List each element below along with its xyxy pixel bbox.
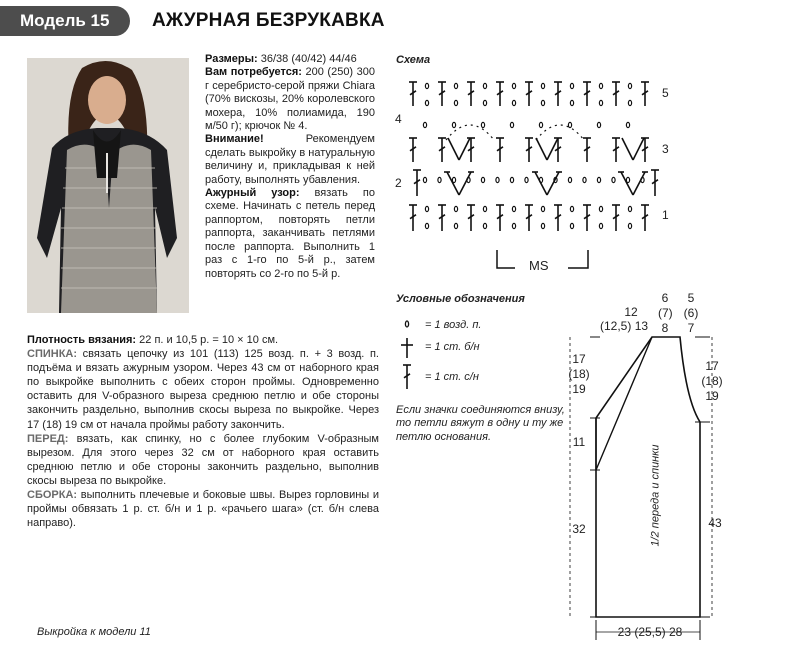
row4-chain bbox=[597, 122, 600, 127]
row2-chain bbox=[612, 177, 615, 182]
row5-chain bbox=[454, 100, 457, 105]
pattern-caption: Выкройка к модели 11 bbox=[37, 626, 151, 638]
row-label-4: 4 bbox=[395, 112, 402, 126]
back-label: СПИНКА: bbox=[27, 348, 78, 361]
row5-chain bbox=[541, 83, 544, 88]
row5-dc-stitch bbox=[554, 82, 562, 106]
back-value: связать цепочку из 101 (113) 125 возд. п. + 3 возд. п. подъёма и вязать ажурным узором. Через 43 см от наборного края по выкройке выполнить с обеих сторон проймы. Одновременно оставить для V-образного выреза среднюю петлю и обе стороны закончить раздельно, выполнив скосы выреза по выкройке. Через 17 (18) 19 см от начала проймы работу закончить. bbox=[27, 348, 379, 431]
row1-dc-stitch bbox=[438, 205, 446, 231]
front-neckline bbox=[596, 337, 652, 470]
pattern-piece-label: 1/2 переда и спинки bbox=[649, 444, 662, 547]
row4-chain bbox=[481, 122, 484, 127]
row2-dc-stitch bbox=[651, 170, 659, 196]
row5-chain bbox=[425, 83, 428, 88]
row4-chain bbox=[539, 122, 542, 127]
pattern-value: вязать по схеме. Начинать с петель перед раппортом, повторять петли раппорта, заканчивать петлями после раппорта. Выполнить 1 раз с 1-го по 5-й р., затем повторять со 2-го по 5-й р. bbox=[205, 187, 376, 280]
row3-dc-stitch bbox=[496, 138, 504, 162]
row5-dc-stitch bbox=[438, 82, 446, 106]
neck-depth-b: 5 (6) 7 bbox=[683, 291, 699, 335]
row1-dc-stitch bbox=[525, 205, 533, 231]
assembly-value: выполнить плечевые и боковые швы. Вырез горловины и проймы обвязать 1 р. ст. б/н и 1 р. «рачьего шага» (ст. б/н слева направо). bbox=[27, 489, 379, 530]
row1-chain bbox=[599, 223, 602, 228]
yarn-label: Вам потребуется: bbox=[205, 66, 302, 79]
row2-cluster-stitch bbox=[633, 172, 645, 195]
neck-depth-a: 6 (7) 8 bbox=[658, 291, 673, 335]
model-label: Модель 15 bbox=[20, 11, 110, 30]
row2-dc-stitch bbox=[413, 170, 421, 196]
row5-chain bbox=[454, 83, 457, 88]
row5-chain bbox=[483, 83, 486, 88]
row1-dc-stitch bbox=[612, 205, 620, 231]
front-label: ПЕРЕД: bbox=[27, 432, 69, 445]
row2-chain bbox=[626, 177, 629, 182]
row3-dc-stitch bbox=[554, 138, 562, 162]
row1-chain bbox=[483, 223, 486, 228]
row2-cluster-stitch bbox=[621, 172, 633, 195]
scheme-title: Схема bbox=[396, 54, 431, 66]
row-label-5: 5 bbox=[662, 86, 669, 100]
row2-cluster-stitch bbox=[547, 172, 559, 195]
row-label-2: 2 bbox=[395, 176, 402, 190]
row3-fan-stitch bbox=[622, 138, 633, 160]
row1-chain bbox=[628, 206, 631, 211]
row1-chain bbox=[570, 223, 573, 228]
row2-chain bbox=[438, 177, 441, 182]
row5-chain bbox=[483, 100, 486, 105]
legend-dc-symbol bbox=[403, 365, 411, 389]
row5-dc-stitch bbox=[496, 82, 504, 106]
row2-cluster-stitch bbox=[459, 172, 471, 195]
bottom-width: 23 (25,5) 28 bbox=[617, 625, 683, 639]
row1-chain bbox=[599, 206, 602, 211]
row1-chain bbox=[512, 223, 515, 228]
row2-chain bbox=[510, 177, 513, 182]
row1-chain bbox=[425, 223, 428, 228]
legend-note: Если значки соединяются внизу, то петли вяжут в одну и ту же петлю основания. bbox=[396, 404, 565, 443]
row4-chain bbox=[452, 122, 455, 127]
sizes-label: Размеры: bbox=[205, 53, 258, 65]
row2-cluster-stitch bbox=[535, 172, 547, 195]
legend-sc-text: = 1 ст. б/н bbox=[425, 341, 480, 353]
row1-chain bbox=[570, 206, 573, 211]
legend-dc-text: = 1 ст. с/н bbox=[425, 371, 479, 383]
row5-chain bbox=[599, 83, 602, 88]
row5-chain bbox=[425, 100, 428, 105]
row-label-3: 3 bbox=[662, 142, 669, 156]
row3-dc-stitch bbox=[409, 138, 417, 162]
row1-dc-stitch bbox=[409, 205, 417, 231]
row5-chain bbox=[570, 83, 573, 88]
row3-fan-stitch bbox=[633, 138, 644, 160]
repeat-bracket bbox=[568, 250, 588, 268]
row1-chain bbox=[628, 223, 631, 228]
row5-chain bbox=[599, 100, 602, 105]
row5-chain bbox=[541, 100, 544, 105]
row3-fan-stitch bbox=[448, 138, 459, 160]
row1-chain bbox=[454, 206, 457, 211]
row2-chain bbox=[423, 177, 426, 182]
attention-value: Рекомендуем сделать выкройку в натуральную величину и, прикладывая к ней работу, выполнять убавления. bbox=[205, 133, 375, 186]
row2-chain bbox=[525, 177, 528, 182]
row2-chain bbox=[481, 177, 484, 182]
row2-chain bbox=[583, 177, 586, 182]
row3-dc-stitch bbox=[612, 138, 620, 162]
legend-chain-text: = 1 возд. п. bbox=[425, 319, 482, 331]
row1-chain bbox=[512, 206, 515, 211]
row5-dc-stitch bbox=[525, 82, 533, 106]
row1-dc-stitch bbox=[496, 205, 504, 231]
row2-chain bbox=[568, 177, 571, 182]
left-armhole-height: 17 (18) 19 bbox=[568, 352, 590, 396]
body-length-left: 32 bbox=[572, 522, 586, 536]
row5-chain bbox=[512, 83, 515, 88]
row3-dc-stitch bbox=[525, 138, 533, 162]
row1-chain bbox=[541, 206, 544, 211]
row4-chain bbox=[423, 122, 426, 127]
row1-chain bbox=[541, 223, 544, 228]
row5-dc-stitch bbox=[641, 82, 649, 106]
row3-dc-stitch bbox=[438, 138, 446, 162]
row5-dc-stitch bbox=[467, 82, 475, 106]
row1-chain bbox=[454, 223, 457, 228]
repeat-bracket bbox=[497, 250, 515, 268]
right-armhole-height: 17 (18) 19 bbox=[701, 359, 723, 403]
row-label-1: 1 bbox=[662, 208, 669, 222]
repeat-label: MS bbox=[529, 258, 549, 273]
neck-height: 11 bbox=[572, 435, 586, 449]
row5-chain bbox=[570, 100, 573, 105]
page-title: АЖУРНАЯ БЕЗРУКАВКА bbox=[152, 10, 385, 31]
legend-chain-symbol bbox=[405, 321, 408, 327]
row5-dc-stitch bbox=[409, 82, 417, 106]
row1-dc-stitch bbox=[583, 205, 591, 231]
row5-dc-stitch bbox=[583, 82, 591, 106]
shoulder-width: 12 (12,5) 13 bbox=[600, 305, 649, 333]
pattern-label: Ажурный узор: bbox=[205, 187, 300, 200]
row1-dc-stitch bbox=[554, 205, 562, 231]
density-value: 22 п. и 10,5 р. = 10 × 10 см. bbox=[139, 334, 279, 346]
row1-chain bbox=[483, 206, 486, 211]
front-value: вязать, как спинку, но с более глубоким V-образным вырезом. Для этого через 32 см от наборного края оставить среднюю петлю и обе стороны закончить раздельно, выполнив скосы выреза по выкройке. bbox=[27, 432, 379, 487]
density-label: Плотность вязания: bbox=[27, 334, 137, 346]
row5-chain bbox=[628, 100, 631, 105]
row5-chain bbox=[512, 100, 515, 105]
row4-chain bbox=[626, 122, 629, 127]
row3-dc-stitch bbox=[583, 138, 591, 162]
row4-chain bbox=[510, 122, 513, 127]
yarn-value: 200 (250) 300 г серебристо-серой пряжи Chiara (70% вискозы, 20% королевского мохера, 10% полиамида, 190 м/50 г); крючок № 4. bbox=[205, 66, 375, 133]
row1-dc-stitch bbox=[467, 205, 475, 231]
row3-fan-stitch bbox=[459, 138, 470, 160]
row1-chain bbox=[425, 206, 428, 211]
body-length-right: 43 bbox=[708, 516, 722, 530]
sizes-value: 36/38 (40/42) 44/46 bbox=[260, 53, 357, 65]
row2-cluster-stitch bbox=[447, 172, 459, 195]
row5-dc-stitch bbox=[612, 82, 620, 106]
row2-chain bbox=[496, 177, 499, 182]
assembly-label: СБОРКА: bbox=[27, 489, 78, 502]
row2-chain bbox=[597, 177, 600, 182]
attention-label: Внимание! bbox=[205, 133, 264, 146]
row2-chain bbox=[452, 177, 455, 182]
row4-chain bbox=[568, 122, 571, 127]
legend-title: Условные обозначения bbox=[396, 293, 525, 305]
row5-chain bbox=[628, 83, 631, 88]
row1-dc-stitch bbox=[641, 205, 649, 231]
row3-fan-stitch bbox=[536, 138, 547, 160]
